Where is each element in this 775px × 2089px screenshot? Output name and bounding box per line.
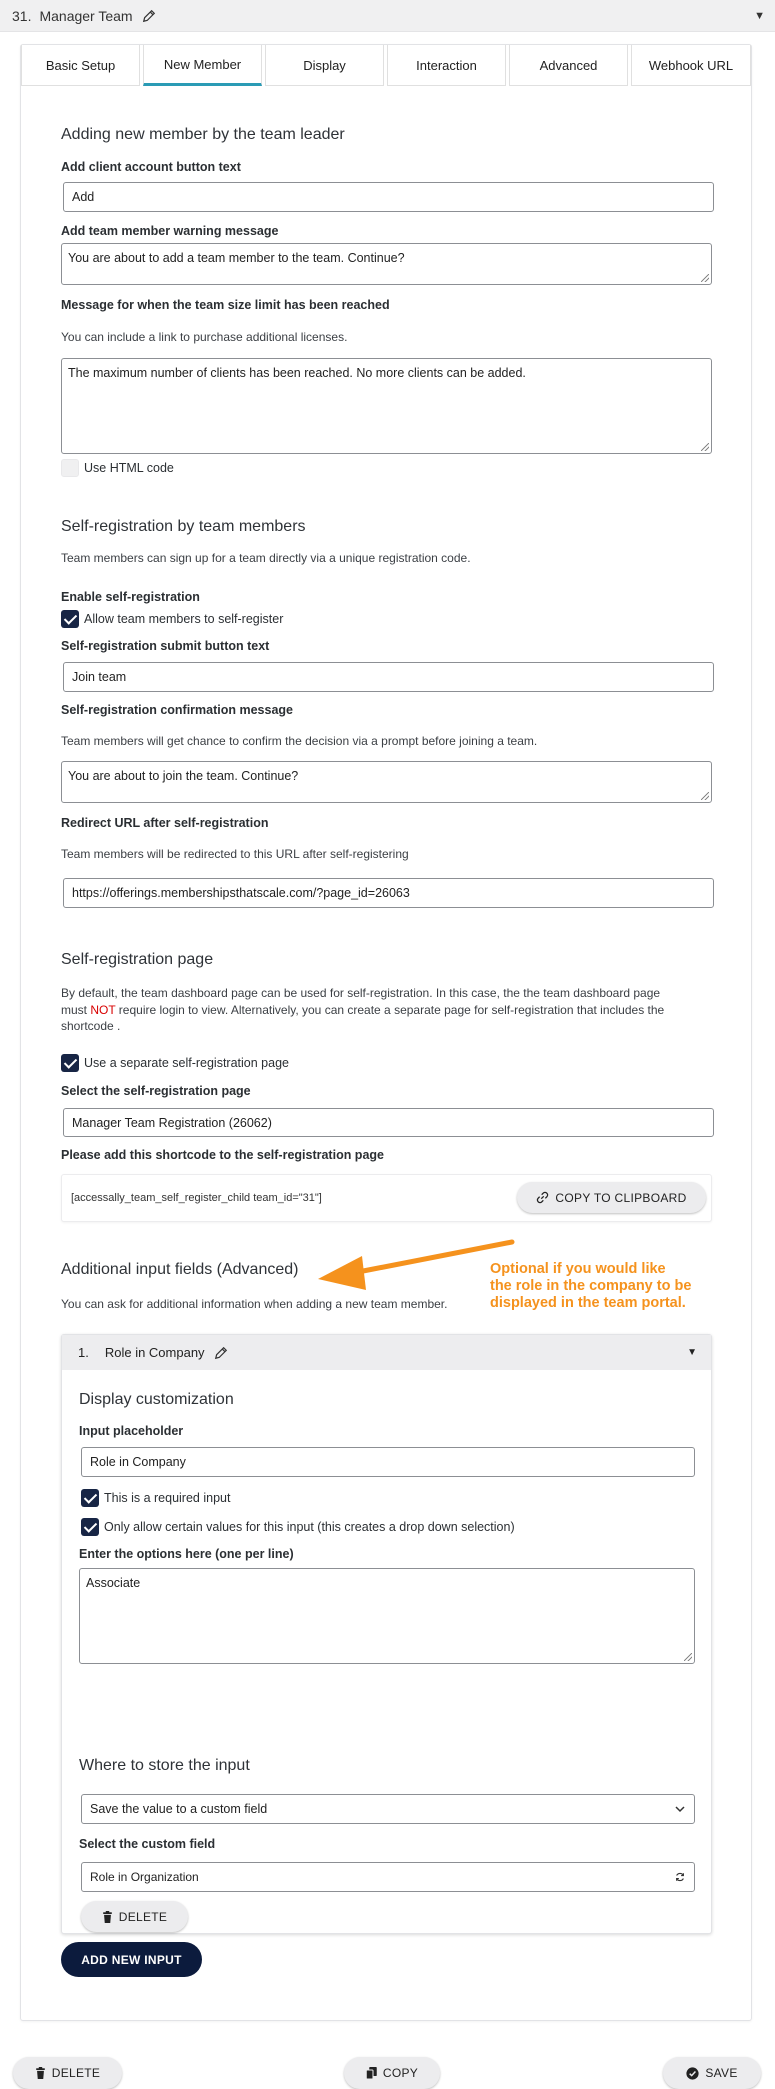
resize-grip-icon[interactable]: [701, 443, 709, 451]
shortcode-label: Please add this shortcode to the self-registration page: [61, 1148, 384, 1162]
use-html-code-checkbox[interactable]: [61, 459, 79, 477]
input-placeholder-field[interactable]: Role in Company: [81, 1447, 695, 1477]
where-to-store-heading: Where to store the input: [79, 1757, 250, 1774]
tab-bar: [21, 45, 751, 87]
confirmation-message-text: You are about to join the team. Continue?: [68, 769, 299, 783]
only-certain-values-label: Only allow certain values for this input (this creates a drop down selection): [104, 1520, 515, 1534]
check-circle-icon: [686, 2067, 699, 2080]
link-icon: [536, 1191, 549, 1204]
tab-advanced[interactable]: [509, 45, 628, 86]
tab-label: Display: [303, 57, 346, 73]
footer-copy-button[interactable]: [344, 2057, 440, 2089]
desc-line: By default, the team dashboard page can be used for self-registration. In this case, the the team dashboard page: [61, 986, 661, 1000]
footer-save-button[interactable]: [663, 2057, 761, 2089]
chevron-down-icon: [674, 1803, 686, 1815]
required-input-checkbox[interactable]: [81, 1489, 99, 1507]
annotation-line: displayed in the team portal.: [490, 1295, 686, 1311]
self-registration-desc: Team members can sign up for a team directly via a unique registration code.: [61, 551, 471, 565]
section-heading-new-member: Adding new member by the team leader: [61, 126, 345, 143]
button-label: SAVE: [705, 2066, 738, 2080]
input-placeholder-label: Input placeholder: [79, 1424, 184, 1438]
team-title: Manager Team: [39, 7, 133, 24]
button-label: COPY: [382, 2066, 419, 2080]
store-select[interactable]: [81, 1794, 695, 1824]
trash-icon: [102, 1911, 113, 1923]
tab-label: Interaction: [416, 57, 477, 73]
resize-grip-icon[interactable]: [701, 792, 709, 800]
team-header-bar[interactable]: [0, 0, 775, 32]
trash-icon: [35, 2067, 46, 2079]
self-registration-page-desc: [61, 985, 721, 1035]
section-heading-additional-fields: Additional input fields (Advanced): [61, 1261, 299, 1278]
button-label: COPY TO CLIPBOARD: [555, 1190, 687, 1205]
section-heading-self-registration: Self-registration by team members: [61, 518, 306, 535]
pencil-icon[interactable]: [142, 9, 156, 23]
annotation-line: Optional if you would like: [490, 1261, 666, 1277]
limit-message-text: The maximum number of clients has been reached. No more clients can be added.: [68, 366, 526, 380]
only-certain-values-checkbox[interactable]: [81, 1518, 99, 1536]
tab-label: Webhook URL: [648, 57, 734, 73]
confirmation-message-label: Self-registration confirmation message: [61, 703, 294, 717]
select-page-field[interactable]: Manager Team Registration (26062): [63, 1108, 714, 1137]
tab-webhook-url[interactable]: [631, 45, 751, 86]
submit-button-text-input[interactable]: Join team: [63, 662, 714, 692]
settings-card: [20, 44, 752, 2021]
custom-field-label: Select the custom field: [79, 1837, 216, 1851]
options-textarea[interactable]: [79, 1568, 695, 1664]
tab-label: New Member: [163, 56, 242, 72]
limit-message-desc: You can include a link to purchase additional licenses.: [61, 330, 348, 344]
redirect-url-desc: Team members will be redirected to this URL after self-registering: [61, 847, 409, 861]
enable-self-registration-label: Enable self-registration: [61, 590, 200, 604]
add-button-text-input[interactable]: Add: [63, 182, 714, 212]
options-label: Enter the options here (one per line): [79, 1547, 294, 1561]
item-title: Role in Company: [104, 1345, 205, 1360]
custom-field-select[interactable]: [81, 1862, 695, 1892]
additional-fields-desc: You can ask for additional information when adding a new team member.: [61, 1297, 448, 1311]
tab-basic-setup[interactable]: [21, 45, 140, 86]
section-heading-self-registration-page: Self-registration page: [61, 951, 214, 968]
copy-to-clipboard-button[interactable]: [517, 1182, 706, 1213]
item-number: 1.: [78, 1345, 89, 1360]
annotation-note: [490, 1261, 691, 1312]
tab-interaction[interactable]: [387, 45, 506, 86]
desc-line: shortcode .: [61, 1019, 121, 1033]
redirect-url-input[interactable]: https://offerings.membershipsthatscale.com/?page_id=26063: [63, 878, 714, 908]
shortcode-box: [61, 1174, 712, 1222]
annotation-arrow-icon: [300, 1236, 520, 1308]
confirmation-message-desc: Team members will get chance to confirm the decision via a prompt before joining a team.: [61, 734, 538, 748]
pencil-icon[interactable]: [214, 1346, 228, 1360]
footer-delete-button[interactable]: [13, 2057, 122, 2089]
caret-down-icon[interactable]: ▼: [687, 1347, 697, 1358]
limit-message-label: Message for when the team size limit has been reached: [61, 298, 390, 312]
select-page-label: Select the self-registration page: [61, 1084, 251, 1098]
tab-display[interactable]: [265, 45, 384, 86]
add-new-input-button[interactable]: ADD NEW INPUT: [61, 1942, 202, 1977]
warning-message-text: You are about to add a team member to the team. Continue?: [68, 251, 405, 265]
tab-new-member[interactable]: [143, 45, 262, 86]
add-button-text-label: Add client account button text: [61, 160, 241, 174]
allow-self-register-checkbox[interactable]: [61, 610, 79, 628]
resize-grip-icon[interactable]: [684, 1653, 692, 1661]
warning-message-label: Add team member warning message: [61, 224, 279, 238]
annotation-line: the role in the company to be: [490, 1278, 692, 1294]
desc-text: must: [61, 1002, 91, 1017]
team-number: 31.: [12, 7, 32, 24]
separate-page-label: Use a separate self-registration page: [84, 1056, 289, 1070]
separate-page-checkbox[interactable]: [61, 1054, 79, 1072]
caret-down-icon[interactable]: ▼: [754, 10, 765, 22]
refresh-icon[interactable]: [674, 1871, 686, 1883]
desc-line: [61, 1002, 721, 1019]
limit-message-textarea[interactable]: [61, 358, 712, 454]
options-text: Associate: [86, 1576, 141, 1590]
allow-self-register-label: Allow team members to self-register: [84, 612, 284, 626]
redirect-url-label: Redirect URL after self-registration: [61, 816, 269, 830]
display-customization-heading: Display customization: [79, 1391, 234, 1408]
shortcode-text: [accessally_team_self_register_child team_id="31"]: [71, 1192, 322, 1204]
store-select-value: Save the value to a custom field: [90, 1802, 268, 1816]
delete-input-button[interactable]: [81, 1901, 188, 1932]
required-input-label: This is a required input: [104, 1491, 231, 1505]
desc-text: require login to view. Alternatively, you can create a separate page for self-registration that includes the: [115, 1002, 665, 1017]
input-field-item: [61, 1334, 712, 1934]
confirmation-message-textarea[interactable]: [61, 761, 712, 803]
tab-label: Advanced: [539, 57, 598, 73]
submit-button-text-label: Self-registration submit button text: [61, 639, 270, 653]
not-emphasis: NOT: [90, 1002, 116, 1017]
warning-message-textarea[interactable]: [61, 243, 712, 285]
use-html-code-label: Use HTML code: [84, 461, 174, 475]
button-label: DELETE: [51, 2066, 101, 2080]
copy-icon: [366, 2067, 377, 2079]
resize-grip-icon[interactable]: [701, 274, 709, 282]
input-field-item-header[interactable]: [62, 1335, 711, 1370]
tab-label: Basic Setup: [45, 57, 116, 73]
custom-field-value: Role in Organization: [90, 1870, 199, 1884]
button-label: DELETE: [118, 1909, 168, 1924]
